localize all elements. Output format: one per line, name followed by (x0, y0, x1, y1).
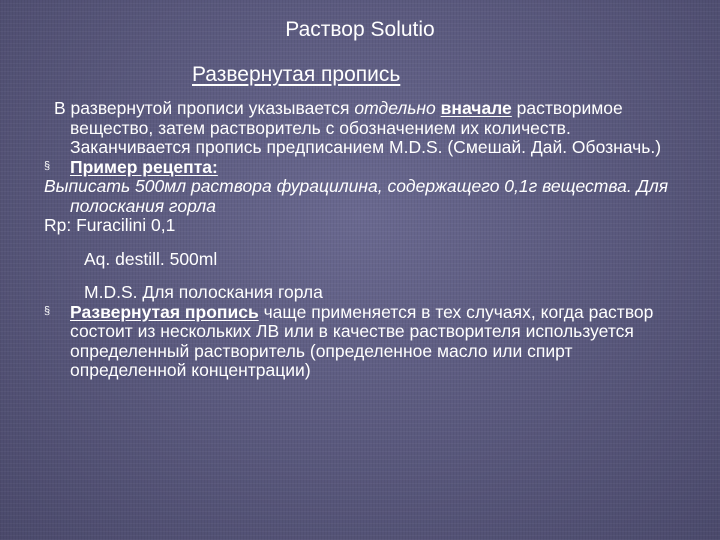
rx-line-2: Aq. destill. 500ml (84, 248, 218, 269)
final-bold-term: Развернутая пропись (70, 301, 259, 322)
intro-text-continued: растворимое вещество, затем растворитель с обозначением их количеств. Заканчивается пропись предписанием M.D.S. (Смешай. Дай. Обозначь.) (70, 98, 662, 157)
intro-bold-word: вначале (440, 98, 512, 118)
final-text: чаще применяется в тех случаях, когда раствор состоит из нескольких ЛВ или в качестве растворителя используется определенный растворитель (определенное масло или спирт определенной концентрации) (70, 301, 654, 380)
bullet-icon: § (44, 304, 51, 317)
intro-text: В развернутой прописи указывается (54, 98, 355, 118)
bullet-icon: § (44, 159, 51, 172)
intro-italic-word: отдельно (354, 98, 436, 118)
slide-title: Раствор Solutio (285, 18, 435, 41)
rx-line-1: Rp: Furacilini 0,1 (44, 215, 176, 235)
final-bullet (44, 303, 684, 381)
slide-body (44, 99, 684, 381)
intro-paragraph (44, 99, 684, 158)
rx-line-3: M.D.S. Для полоскания горла (84, 282, 323, 302)
slide-subtitle: Развернутая пропись (192, 63, 401, 86)
example-heading-bullet (44, 158, 684, 178)
example-heading: Пример рецепта: (70, 156, 218, 177)
example-task: Выписать 500мл раствора фурацилина, содержащего 0,1г вещества. Для полоскания горла (44, 176, 669, 216)
